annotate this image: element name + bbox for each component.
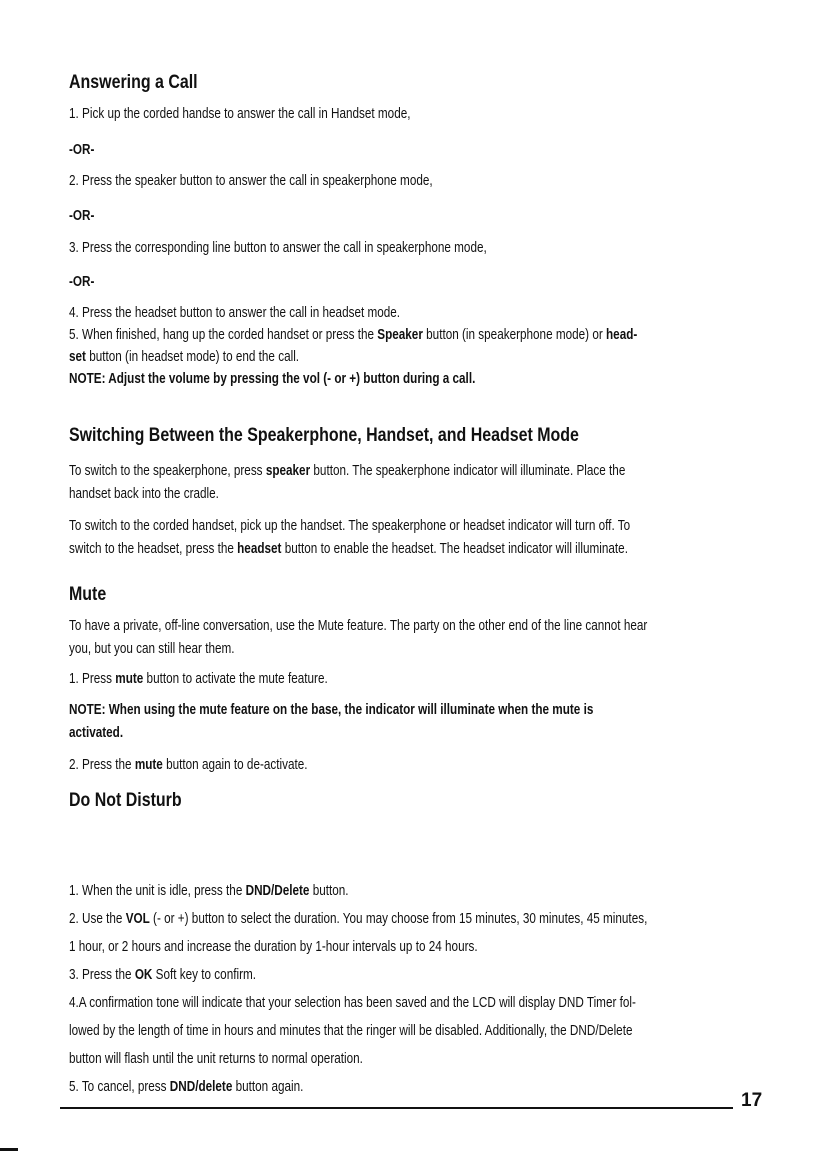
answer-step-5-line-1: 5. When finished, hang up the corded handset or press the Speaker button (in speakerphone mode) or head- — [69, 327, 638, 343]
dnd-step-3: 3. Press the OK Soft key to confirm. — [69, 967, 257, 983]
corner-mark — [0, 1148, 18, 1151]
mute-note-line-2: activated. — [69, 725, 124, 741]
dnd-step-4-line-3: button will flash until the unit returns to normal operation. — [69, 1051, 363, 1067]
switch-speakerphone-line-2: handset back into the cradle. — [69, 486, 219, 502]
mute-intro-line-2: you, but you can still hear them. — [69, 641, 235, 657]
or-separator-1: -OR- — [69, 142, 95, 158]
mute-step-2: 2. Press the mute button again to de-activate. — [69, 757, 308, 773]
heading-mute: Mute — [69, 584, 107, 605]
dnd-step-4-line-1: 4.A confirmation tone will indicate that your selection has been saved and the LCD will display DND Timer fol- — [69, 995, 636, 1011]
answer-step-3: 3. Press the corresponding line button to answer the call in speakerphone mode, — [69, 240, 487, 256]
heading-do-not-disturb: Do Not Disturb — [69, 790, 182, 811]
heading-answering-a-call: Answering a Call — [69, 72, 198, 93]
volume-note: NOTE: Adjust the volume by pressing the vol (- or +) button during a call. — [69, 371, 476, 387]
answer-step-4: 4. Press the headset button to answer the call in headset mode. — [69, 305, 401, 321]
mute-note-line-1: NOTE: When using the mute feature on the base, the indicator will illuminate when the mute is — [69, 702, 594, 718]
mute-step-1: 1. Press mute button to activate the mute feature. — [69, 671, 328, 687]
dnd-step-1: 1. When the unit is idle, press the DND/Delete button. — [69, 883, 349, 899]
dnd-step-5: 5. To cancel, press DND/delete button again. — [69, 1079, 304, 1095]
answer-step-5-line-2: set button (in headset mode) to end the call. — [69, 349, 300, 365]
switch-speakerphone-line-1: To switch to the speakerphone, press speaker button. The speakerphone indicator will illuminate. Place the — [69, 463, 626, 479]
or-separator-2: -OR- — [69, 208, 95, 224]
or-separator-3: -OR- — [69, 274, 95, 290]
switch-handset-line-1: To switch to the corded handset, pick up the handset. The speakerphone or headset indicator will turn off. To — [69, 518, 631, 534]
answer-step-2: 2. Press the speaker button to answer the call in speakerphone mode, — [69, 173, 433, 189]
answer-step-1: 1. Pick up the corded handse to answer the call in Handset mode, — [69, 106, 411, 122]
dnd-step-2-line-1: 2. Use the VOL (- or +) button to select the duration. You may choose from 15 minutes, 30 minutes, 45 minutes, — [69, 911, 648, 927]
page-number: 17 — [741, 1090, 763, 1111]
switch-handset-line-2: switch to the headset, press the headset button to enable the headset. The headset indicator will illuminate. — [69, 541, 628, 557]
dnd-step-2-line-2: 1 hour, or 2 hours and increase the duration by 1-hour intervals up to 24 hours. — [69, 939, 478, 955]
footer-rule — [60, 1107, 733, 1109]
dnd-step-4-line-2: lowed by the length of time in hours and minutes that the ringer will be disabled. Additionally, the DND/Delete — [69, 1023, 633, 1039]
mute-intro-line-1: To have a private, off-line conversation, use the Mute feature. The party on the other end of the line cannot hear — [69, 618, 648, 634]
heading-switching-modes: Switching Between the Speakerphone, Handset, and Headset Mode — [69, 425, 579, 446]
